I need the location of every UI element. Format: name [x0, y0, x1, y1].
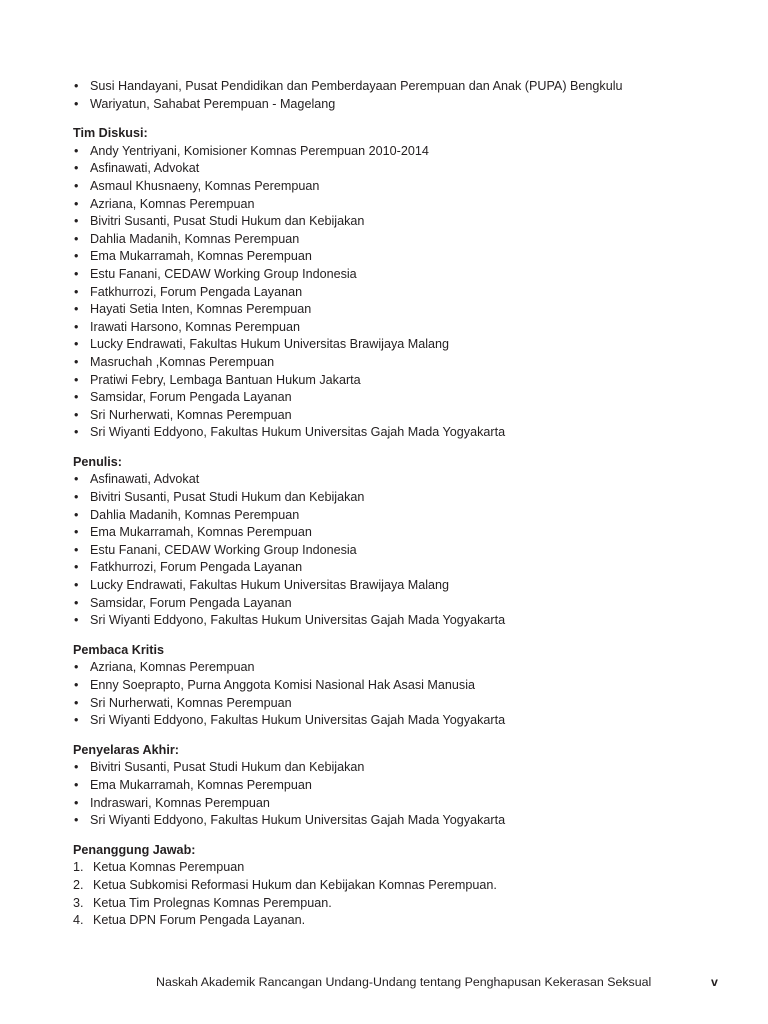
list-item: • Indraswari, Komnas Perempuan [73, 795, 733, 813]
item-number: 2. [73, 877, 84, 892]
footer-title: Naskah Akademik Rancangan Undang-Undang tentang Penghapusan Kekerasan Seksual [156, 975, 652, 989]
item-text: Ketua Subkomisi Reformasi Hukum dan Kebijakan Komnas Perempuan. [93, 877, 497, 892]
list-item: • Ema Mukarramah, Komnas Perempuan [73, 524, 733, 542]
list-item: • Asmaul Khusnaeny, Komnas Perempuan [73, 178, 733, 196]
list-item: • Susi Handayani, Pusat Pendidikan dan Pemberdayaan Perempuan dan Anak (PUPA) Bengkulu [73, 78, 733, 96]
list-item: • Estu Fanani, CEDAW Working Group Indonesia [73, 266, 733, 284]
list-item: • Andy Yentriyani, Komisioner Komnas Perempuan 2010-2014 [73, 143, 733, 161]
list-item: • Sri Nurherwati, Komnas Perempuan [73, 695, 733, 713]
numbered-item [73, 877, 733, 895]
list-item: • Lucky Endrawati, Fakultas Hukum Universitas Brawijaya Malang [73, 577, 733, 595]
page-number: v [711, 975, 718, 989]
item-text: Ketua Tim Prolegnas Komnas Perempuan. [93, 895, 332, 910]
list-item: • Wariyatun, Sahabat Perempuan - Magelang [73, 96, 733, 114]
page-footer [0, 975, 768, 995]
list-item: • Fatkhurrozi, Forum Pengada Layanan [73, 559, 733, 577]
list-item: • Bivitri Susanti, Pusat Studi Hukum dan Kebijakan [73, 213, 733, 231]
responsible-heading: Penanggung Jawab: [73, 842, 196, 857]
section-heading: Penulis: [73, 454, 122, 469]
numbered-item [73, 912, 733, 930]
list-item: • Sri Wiyanti Eddyono, Fakultas Hukum Universitas Gajah Mada Yogyakarta [73, 812, 733, 830]
item-number: 3. [73, 895, 84, 910]
list-item: • Fatkhurrozi, Forum Pengada Layanan [73, 284, 733, 302]
item-number: 4. [73, 913, 84, 928]
list-item: • Sri Wiyanti Eddyono, Fakultas Hukum Universitas Gajah Mada Yogyakarta [73, 424, 733, 442]
item-text: Ketua DPN Forum Pengada Layanan. [93, 913, 306, 928]
section [73, 454, 733, 630]
item-number: 1. [73, 860, 84, 875]
list-item: • Asfinawati, Advokat [73, 160, 733, 178]
list-item: • Irawati Harsono, Komnas Perempuan [73, 319, 733, 337]
item-text: Ketua Komnas Perempuan [93, 860, 245, 875]
intro-section [73, 78, 733, 113]
numbered-item [73, 859, 733, 877]
list-item: • Azriana, Komnas Perempuan [73, 196, 733, 214]
section [73, 642, 733, 730]
section-list [73, 759, 733, 829]
list-item: • Samsidar, Forum Pengada Layanan [73, 595, 733, 613]
list-item: • Samsidar, Forum Pengada Layanan [73, 389, 733, 407]
list-item: • Enny Soeprapto, Purna Anggota Komisi Nasional Hak Asasi Manusia [73, 677, 733, 695]
section [73, 125, 733, 442]
list-item: • Bivitri Susanti, Pusat Studi Hukum dan Kebijakan [73, 489, 733, 507]
sections-container [73, 125, 733, 830]
numbered-item [73, 895, 733, 913]
list-item: • Sri Wiyanti Eddyono, Fakultas Hukum Universitas Gajah Mada Yogyakarta [73, 712, 733, 730]
list-item: • Bivitri Susanti, Pusat Studi Hukum dan Kebijakan [73, 759, 733, 777]
list-item: • Azriana, Komnas Perempuan [73, 659, 733, 677]
list-item: • Masruchah ,Komnas Perempuan [73, 354, 733, 372]
list-item: • Sri Wiyanti Eddyono, Fakultas Hukum Universitas Gajah Mada Yogyakarta [73, 612, 733, 630]
section-list [73, 659, 733, 729]
document-body [73, 78, 733, 942]
list-item: • Ema Mukarramah, Komnas Perempuan [73, 248, 733, 266]
list-item: • Hayati Setia Inten, Komnas Perempuan [73, 301, 733, 319]
list-item: • Asfinawati, Advokat [73, 471, 733, 489]
section [73, 742, 733, 830]
section-list [73, 143, 733, 442]
intro-list [73, 78, 733, 113]
responsible-list [73, 859, 733, 929]
list-item: • Pratiwi Febry, Lembaga Bantuan Hukum Jakarta [73, 372, 733, 390]
list-item: • Estu Fanani, CEDAW Working Group Indonesia [73, 542, 733, 560]
list-item: • Dahlia Madanih, Komnas Perempuan [73, 231, 733, 249]
list-item: • Sri Nurherwati, Komnas Perempuan [73, 407, 733, 425]
section-heading: Pembaca Kritis [73, 642, 164, 657]
list-item: • Ema Mukarramah, Komnas Perempuan [73, 777, 733, 795]
list-item: • Dahlia Madanih, Komnas Perempuan [73, 507, 733, 525]
section-list [73, 471, 733, 629]
responsible-section [73, 842, 733, 930]
section-heading: Tim Diskusi: [73, 126, 148, 141]
section-heading: Penyelaras Akhir: [73, 742, 179, 757]
list-item: • Lucky Endrawati, Fakultas Hukum Universitas Brawijaya Malang [73, 336, 733, 354]
